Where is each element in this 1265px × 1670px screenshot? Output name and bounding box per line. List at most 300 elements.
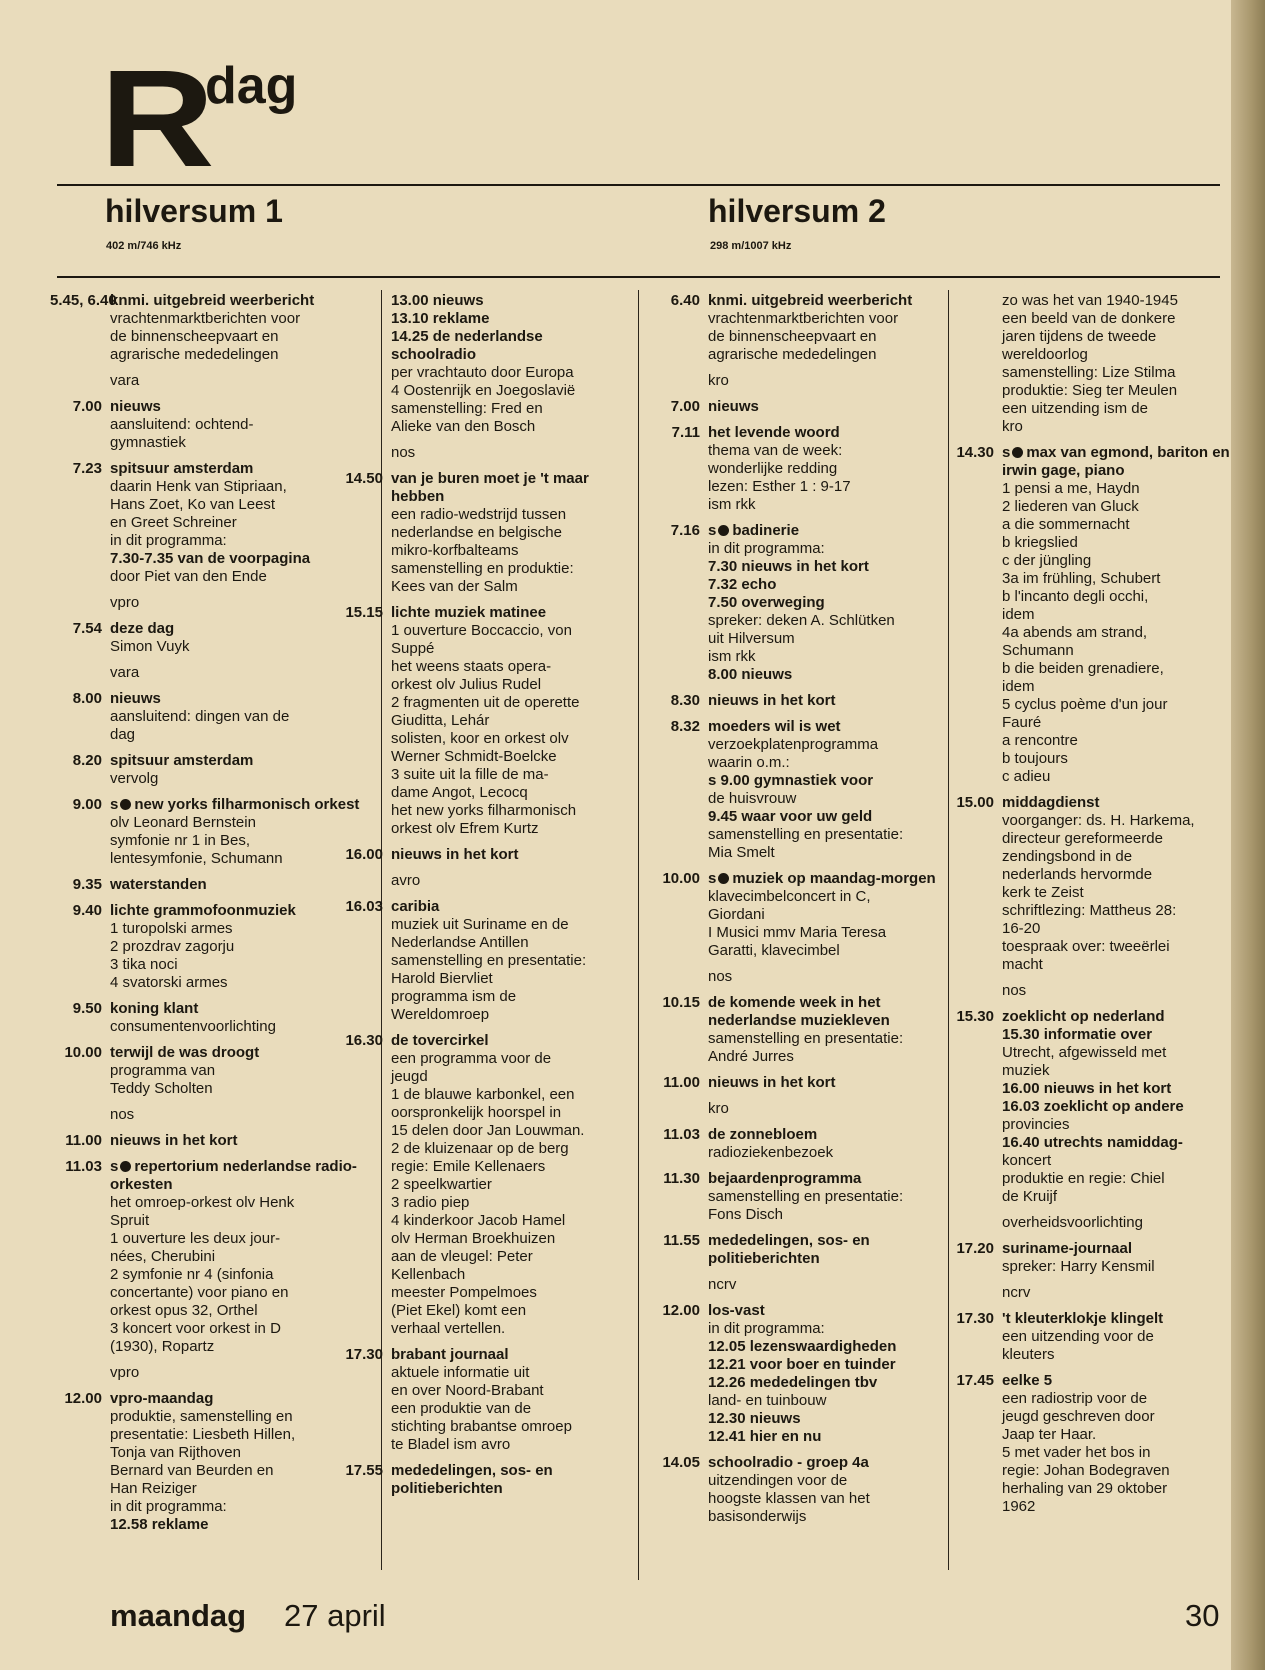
program-subitem: 9.45 waar voor uw geld — [708, 808, 873, 825]
program-time: 14.30 — [956, 444, 994, 461]
stereo-marker: s — [708, 870, 717, 887]
program-entry — [650, 1126, 942, 1162]
program-time: 7.00 — [670, 398, 700, 415]
program-description: Simon Vuyk — [110, 638, 190, 655]
masthead-word: dag — [205, 57, 298, 115]
program-description: agrarische mededelingen — [708, 346, 877, 363]
program-title-text: vpro-maandag — [110, 1390, 214, 1407]
program-description: aansluitend: dingen van de — [110, 708, 290, 725]
program-title — [110, 902, 378, 920]
broadcaster-label — [50, 664, 378, 682]
program-title — [708, 1074, 942, 1092]
program-time: 11.03 — [65, 1158, 102, 1175]
program-description: basisonderwijs — [708, 1508, 807, 1525]
program-description: 1 pensi a me, Haydn — [1002, 480, 1140, 497]
program-description: thema van de week: — [708, 442, 843, 459]
stereo-marker: s — [708, 522, 717, 539]
program-description: de binnenscheepvaart en — [708, 328, 877, 345]
program-title — [1002, 444, 1232, 480]
program-description: lentesymfonie, Schumann — [110, 850, 283, 867]
program-description: idem — [1002, 606, 1035, 623]
program-description: dag — [110, 726, 136, 743]
program-time: 11.55 — [663, 1232, 700, 1249]
broadcaster-name: nos — [708, 968, 733, 985]
program-subitem: Utrecht, afgewisseld met — [1002, 1044, 1167, 1061]
program-description: voorganger: ds. H. Harkema, — [1002, 812, 1195, 829]
program-description: 4a abends am strand, — [1002, 624, 1148, 641]
program-description: Giordani — [708, 906, 765, 923]
program-subitem: 7.50 overweging — [708, 594, 825, 611]
program-description: in dit programma: — [110, 532, 227, 549]
program-subitem: 16.03 zoeklicht op andere — [1002, 1098, 1184, 1115]
program-description: Garatti, klavecimbel — [708, 942, 840, 959]
program-description: concertante) voor piano en — [110, 1284, 289, 1301]
program-subitem: s 9.00 gymnastiek voor — [708, 772, 874, 789]
program-subitem: 7.30-7.35 van de voorpagina — [110, 550, 311, 567]
program-description: (1930), Ropartz — [110, 1338, 215, 1355]
schedule-column-4 — [952, 292, 1232, 1524]
program-description: Kellenbach — [391, 1266, 466, 1283]
program-title-text: nieuws in het kort — [708, 692, 836, 709]
broadcaster-label — [650, 1276, 942, 1294]
program-description: directeur gereformeerde — [1002, 830, 1163, 847]
program-title — [708, 692, 942, 710]
program-entry — [50, 398, 378, 452]
program-description: c der jüngling — [1002, 552, 1092, 569]
program-title-text: lichte muziek matinee — [391, 604, 547, 621]
program-description: 2 prozdrav zagorju — [110, 938, 235, 955]
program-description: Giuditta, Lehár — [391, 712, 490, 729]
program-description: solisten, koor en orkest olv — [391, 730, 569, 747]
program-description: jeugd geschreven door — [1002, 1408, 1155, 1425]
program-description: produktie, samenstelling en — [110, 1408, 293, 1425]
program-description: 1 de blauwe karbonkel, een — [391, 1086, 575, 1103]
program-description: wereldoorlog — [1002, 346, 1088, 363]
program-description: Teddy Scholten — [110, 1080, 213, 1097]
program-title-text: waterstanden — [110, 876, 207, 893]
program-title — [391, 1462, 630, 1498]
program-entry — [50, 796, 378, 868]
program-description: meester Pompelmoes — [391, 1284, 537, 1301]
program-entry — [650, 692, 942, 710]
program-time: 7.23 — [72, 460, 102, 477]
program-entry — [50, 1000, 378, 1036]
broadcaster-label — [952, 982, 1232, 1000]
program-title-text: moeders wil is wet — [708, 718, 841, 735]
program-title — [110, 1044, 378, 1062]
program-description: een radiostrip voor de — [1002, 1390, 1148, 1407]
program-title — [110, 1158, 378, 1194]
program-title — [391, 470, 630, 506]
program-description: verhaal vertellen. — [391, 1320, 506, 1337]
program-description: verzoekplatenprogramma — [708, 736, 879, 753]
program-description: Fons Disch — [708, 1206, 784, 1223]
program-title-text: mededelingen, sos- en politieberichten — [708, 1232, 870, 1267]
program-entry — [952, 1008, 1232, 1206]
program-title-text: repertorium nederlandse radio-orkesten — [110, 1158, 357, 1193]
program-time: 7.16 — [670, 522, 700, 539]
program-time: 12.00 — [662, 1302, 700, 1319]
schedule-column-2 — [345, 292, 630, 1506]
program-description: programma ism de — [391, 988, 517, 1005]
program-subitem: uit Hilversum — [708, 630, 795, 647]
program-description: aansluitend: ochtend- — [110, 416, 254, 433]
broadcaster-name: ncrv — [1002, 1284, 1031, 1301]
program-description: kro — [1002, 418, 1023, 435]
program-title — [110, 796, 378, 814]
program-description: I Musici mmv Maria Teresa — [708, 924, 887, 941]
program-description: 5 met vader het bos in — [1002, 1444, 1151, 1461]
program-description: een programma voor de — [391, 1050, 552, 1067]
program-description: in dit programma: — [708, 540, 825, 557]
program-entry — [50, 620, 378, 656]
program-description: daarin Henk van Stipriaan, — [110, 478, 287, 495]
program-time: 6.40 — [670, 292, 700, 309]
program-description: klavecimbelconcert in C, — [708, 888, 871, 905]
broadcaster-name: nos — [391, 444, 416, 461]
schedule-column-1 — [50, 292, 378, 1542]
program-entry — [345, 1032, 630, 1338]
program-time: 17.45 — [956, 1372, 994, 1389]
page-number: 30 — [1185, 1598, 1220, 1633]
program-title-text: brabant journaal — [391, 1346, 509, 1363]
program-description: Harold Biervliet — [391, 970, 493, 987]
program-description: toespraak over: tweeërlei — [1002, 938, 1170, 955]
program-description: schriftlezing: Mattheus 28: — [1002, 902, 1177, 919]
program-time: 10.00 — [662, 870, 700, 887]
column-divider — [638, 290, 639, 1580]
stereo-dot-icon — [1012, 447, 1023, 458]
program-description: b kriegslied — [1002, 534, 1078, 551]
station-title-hilversum-1: hilversum 1 — [105, 193, 283, 229]
program-description: dame Angot, Lecocq — [391, 784, 528, 801]
program-title — [1002, 1372, 1232, 1390]
program-description: een uitzending ism de — [1002, 400, 1148, 417]
program-entry — [952, 292, 1232, 436]
program-time: 9.50 — [72, 1000, 102, 1017]
program-subitem: samenstelling en presentatie: — [708, 826, 904, 843]
program-time: 8.00 — [72, 690, 102, 707]
program-title-text: mededelingen, sos- en politieberichten — [391, 1462, 553, 1497]
program-description: orkest opus 32, Orthel — [110, 1302, 258, 1319]
program-subitem: de Kruijf — [1002, 1188, 1058, 1205]
program-description: kerk te Zeist — [1002, 884, 1084, 901]
program-entry — [50, 1390, 378, 1534]
program-title — [391, 1346, 630, 1364]
program-description: consumentenvoorlichting — [110, 1018, 276, 1035]
broadcaster-label — [50, 372, 378, 390]
program-time: 9.40 — [72, 902, 102, 919]
program-entry — [650, 870, 942, 960]
program-entry — [952, 1372, 1232, 1516]
program-entry — [50, 690, 378, 744]
program-title-text: new yorks filharmonisch orkest — [134, 796, 360, 813]
header-rule — [57, 184, 1220, 186]
program-description: macht — [1002, 956, 1043, 973]
program-description: Alieke van den Bosch — [391, 418, 536, 435]
program-description: 5 cyclus poème d'un jour — [1002, 696, 1168, 713]
broadcaster-label — [345, 872, 630, 890]
program-description: b l'incanto degli occhi, — [1002, 588, 1149, 605]
broadcaster-label — [952, 1284, 1232, 1302]
program-description: Suppé — [391, 640, 435, 657]
program-description: zendingsbond in de — [1002, 848, 1133, 865]
program-title — [708, 424, 942, 442]
program-description: Tonja van Rijthoven — [110, 1444, 241, 1461]
program-description: Werner Schmidt-Boelcke — [391, 748, 557, 765]
program-time: 16.30 — [345, 1032, 383, 1049]
program-description: 2 fragmenten uit de operette — [391, 694, 580, 711]
program-subitem: provincies — [1002, 1116, 1070, 1133]
program-title-text: nieuws in het kort — [708, 1074, 836, 1091]
program-description: ism rkk — [708, 496, 756, 513]
program-entry — [50, 876, 378, 894]
program-description: 1962 — [1002, 1498, 1036, 1515]
program-title-text: bejaardenprogramma — [708, 1170, 862, 1187]
program-description: 2 liederen van Gluck — [1002, 498, 1139, 515]
program-time: 11.30 — [663, 1170, 700, 1187]
program-title-text: nieuws — [110, 690, 161, 707]
program-title-text: de komende week in het nederlandse muziekleven — [708, 994, 890, 1029]
station-frequency-hilversum-2: 298 m/1007 kHz — [710, 240, 792, 252]
program-description: samenstelling en produktie: — [391, 560, 574, 577]
broadcaster-name: nos — [110, 1106, 135, 1123]
broadcaster-label — [50, 1106, 378, 1124]
program-title — [1002, 1310, 1232, 1328]
program-description: samenstelling en presentatie: — [391, 952, 587, 969]
program-title-text: koning klant — [110, 1000, 199, 1017]
program-title-text: spitsuur amsterdam — [110, 752, 254, 769]
program-description: herhaling van 29 oktober — [1002, 1480, 1168, 1497]
program-description: presentatie: Liesbeth Hillen, — [110, 1426, 296, 1443]
program-time: 14.50 — [345, 470, 383, 487]
program-title-text: middagdienst — [1002, 794, 1100, 811]
program-description: idem — [1002, 678, 1035, 695]
program-description: kleuters — [1002, 1346, 1055, 1363]
program-description: uitzendingen voor de — [708, 1472, 848, 1489]
program-subitem: koncert — [1002, 1152, 1052, 1169]
program-title — [1002, 1240, 1232, 1258]
broadcaster-label — [650, 968, 942, 986]
masthead-letter: R — [100, 42, 211, 196]
program-title — [110, 460, 378, 478]
program-title-text: badinerie — [732, 522, 800, 539]
program-description: Kees van der Salm — [391, 578, 518, 595]
program-description: mikro-korfbalteams — [391, 542, 519, 559]
program-description: Spruit — [110, 1212, 150, 1229]
program-description: radioziekenbezoek — [708, 1144, 834, 1161]
program-time: 17.30 — [345, 1346, 383, 1363]
program-description: produktie: Sieg ter Meulen — [1002, 382, 1178, 399]
program-time: 8.20 — [72, 752, 102, 769]
program-entry — [952, 1240, 1232, 1276]
program-subitem: 8.00 nieuws — [708, 666, 793, 683]
program-description: nederlandse en belgische — [391, 524, 562, 541]
program-title — [1002, 794, 1232, 812]
program-title-text: nieuws — [110, 398, 161, 415]
program-entry — [650, 522, 942, 684]
program-subitem: 12.21 voor boer en tuinder — [708, 1356, 896, 1373]
program-time: 15.00 — [956, 794, 994, 811]
program-time: 9.35 — [72, 876, 102, 893]
program-title-text: spitsuur amsterdam — [110, 460, 254, 477]
program-entry — [345, 604, 630, 838]
program-title-text: los-vast — [708, 1302, 765, 1319]
program-description: in dit programma: — [708, 1320, 825, 1337]
program-time: 17.20 — [956, 1240, 994, 1257]
program-description: Wereldomroep — [391, 1006, 490, 1023]
broadcaster-label — [50, 594, 378, 612]
program-entry — [50, 1158, 378, 1356]
program-description: Jaap ter Haar. — [1002, 1426, 1097, 1443]
program-time: 15.30 — [956, 1008, 994, 1025]
broadcaster-name: avro — [391, 872, 421, 889]
program-description: olv Herman Broekhuizen — [391, 1230, 556, 1247]
program-title — [110, 690, 378, 708]
program-title — [110, 876, 378, 894]
program-subitem: 7.30 nieuws in het kort — [708, 558, 869, 575]
program-entry — [345, 1462, 630, 1498]
program-title-text: muziek op maandag-morgen — [732, 870, 936, 887]
column-header-rule — [57, 276, 1220, 278]
program-description: Bernard van Beurden en — [110, 1462, 274, 1479]
program-entry — [650, 1302, 942, 1446]
program-entry — [650, 718, 942, 862]
program-title — [110, 1390, 378, 1408]
program-entry — [650, 424, 942, 514]
program-entry — [50, 752, 378, 788]
program-description: 3 suite uit la fille de ma- — [391, 766, 549, 783]
program-description: hoogste klassen van het — [708, 1490, 870, 1507]
program-description: 3a im frühling, Schubert — [1002, 570, 1161, 587]
program-entry — [345, 846, 630, 864]
program-description: a die sommernacht — [1002, 516, 1130, 533]
program-subitem: 12.30 nieuws — [708, 1410, 801, 1427]
program-description: 13.10 reklame — [391, 310, 490, 327]
program-description: regie: Emile Kellenaers — [391, 1158, 546, 1175]
program-description: in dit programma: — [110, 1498, 227, 1515]
program-time: 16.03 — [345, 898, 383, 915]
program-subitem: 7.32 echo — [708, 576, 777, 593]
program-time: 11.03 — [663, 1126, 700, 1143]
program-description: aktuele informatie uit — [391, 1364, 530, 1381]
broadcaster-name: vpro — [110, 594, 140, 611]
program-title — [110, 398, 378, 416]
program-description: Fauré — [1002, 714, 1042, 731]
stereo-marker: s — [110, 1158, 119, 1175]
program-entry — [650, 1232, 942, 1268]
program-entry — [650, 292, 942, 364]
program-title — [1002, 1008, 1232, 1026]
program-entry — [650, 1454, 942, 1526]
program-subitem: Mia Smelt — [708, 844, 775, 861]
program-entry — [650, 1074, 942, 1092]
program-title-text: de zonnebloem — [708, 1126, 818, 1143]
program-description: programma van — [110, 1062, 216, 1079]
stereo-dot-icon — [718, 873, 729, 884]
program-description: 2 de kluizenaar op de berg — [391, 1140, 569, 1157]
program-description: 4 Oostenrijk en Joegoslavië — [391, 382, 576, 399]
program-time: 12.00 — [64, 1390, 102, 1407]
program-entry — [650, 994, 942, 1066]
program-description: jaren tijdens de tweede — [1002, 328, 1157, 345]
program-description: een radio-wedstrijd tussen — [391, 506, 567, 523]
program-entry — [50, 1044, 378, 1098]
program-entry — [50, 1132, 378, 1150]
program-description: vrachtenmarktberichten voor — [708, 310, 899, 327]
stereo-marker: s — [1002, 444, 1011, 461]
program-description: zo was het van 1940-1945 — [1002, 292, 1178, 309]
program-time: 11.00 — [65, 1132, 102, 1149]
program-title — [708, 1302, 942, 1320]
program-description: stichting brabantse omroep — [391, 1418, 572, 1435]
broadcaster-name: nos — [1002, 982, 1027, 999]
program-description: gymnastiek — [110, 434, 186, 451]
page-edge — [1231, 0, 1265, 1670]
program-description: aan de vleugel: Peter — [391, 1248, 533, 1265]
stereo-marker: s — [110, 796, 119, 813]
program-description: 15 delen door Jan Louwman. — [391, 1122, 585, 1139]
program-time: 9.00 — [72, 796, 102, 813]
program-description: Schumann — [1002, 642, 1074, 659]
footer-day: maandag — [110, 1598, 247, 1633]
program-entry — [650, 398, 942, 416]
broadcaster-name: ncrv — [708, 1276, 737, 1293]
program-title-text: zoeklicht op nederland — [1002, 1008, 1165, 1025]
program-title-text: nieuws in het kort — [391, 846, 519, 863]
program-description: 1 ouverture les deux jour- — [110, 1230, 281, 1247]
program-title — [708, 522, 942, 540]
program-description: 1 ouverture Boccaccio, von — [391, 622, 572, 639]
program-description: samenstelling en presentatie: — [708, 1188, 904, 1205]
program-time: 11.00 — [663, 1074, 700, 1091]
program-time: 10.00 — [64, 1044, 102, 1061]
program-entry — [345, 1346, 630, 1454]
program-description: spreker: Harry Kensmil — [1002, 1258, 1155, 1275]
program-description: c adieu — [1002, 768, 1051, 785]
program-description: a rencontre — [1002, 732, 1078, 749]
program-description: 3 tika noci — [110, 956, 178, 973]
program-description: te Bladel ism avro — [391, 1436, 511, 1453]
program-description: 13.00 nieuws — [391, 292, 484, 309]
program-description: samenstelling en presentatie: — [708, 1030, 904, 1047]
program-description: regie: Johan Bodegraven — [1002, 1462, 1170, 1479]
stereo-dot-icon — [120, 799, 131, 810]
program-description: Nederlandse Antillen — [391, 934, 529, 951]
program-title — [110, 1132, 378, 1150]
schedule-column-3 — [650, 292, 942, 1534]
program-description: b toujours — [1002, 750, 1068, 767]
program-description: schoolradio — [391, 346, 477, 363]
program-title — [708, 870, 942, 888]
program-title-text: terwijl de was droogt — [110, 1044, 260, 1061]
program-title-text: suriname-journaal — [1002, 1240, 1133, 1257]
program-subitem: door Piet van den Ende — [110, 568, 267, 585]
program-entry — [50, 292, 378, 364]
program-description: 4 kinderkoor Jacob Hamel — [391, 1212, 566, 1229]
program-entry — [952, 1310, 1232, 1364]
program-entry — [952, 794, 1232, 974]
program-description: Hans Zoet, Ko van Leest — [110, 496, 276, 513]
program-time: 16.00 — [345, 846, 383, 863]
program-description: het new yorks filharmonisch — [391, 802, 577, 819]
program-description: samenstelling: Fred en — [391, 400, 543, 417]
station-frequency-hilversum-1: 402 m/746 kHz — [106, 240, 182, 252]
broadcaster-name: vara — [110, 664, 140, 681]
program-time: 7.00 — [72, 398, 102, 415]
program-title — [708, 1170, 942, 1188]
program-description: orkest olv Efrem Kurtz — [391, 820, 539, 837]
